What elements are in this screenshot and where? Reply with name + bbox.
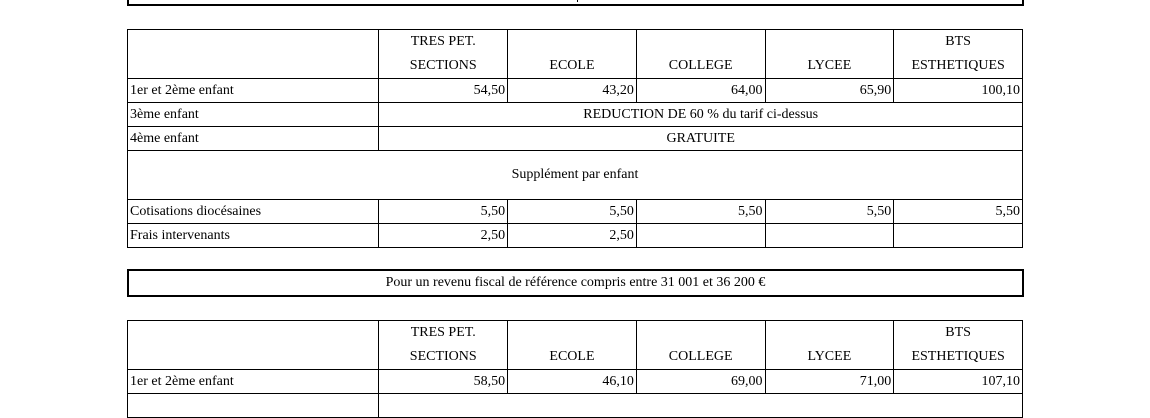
header-bts-esthetiques — [894, 321, 1023, 370]
row-label: Frais intervenants — [128, 224, 379, 248]
header-tres-pet-sections — [379, 321, 508, 370]
tarif-cell: 58,50 — [379, 370, 508, 394]
tarif-cell: 5,50 — [379, 200, 508, 224]
tarif-cell: 64,00 — [636, 79, 765, 103]
header-empty-cell — [128, 30, 379, 79]
header-tres-pet-sections — [379, 30, 508, 79]
header-line: LYCEE — [807, 349, 852, 364]
row-label: Cotisations diocésaines — [128, 200, 379, 224]
table-row — [128, 394, 1023, 418]
row-label — [128, 394, 379, 418]
header-line: BTS — [945, 325, 971, 340]
header-ecole — [508, 321, 637, 370]
header-row — [128, 321, 1023, 370]
header-line: SECTIONS — [409, 58, 477, 73]
header-line: LYCEE — [807, 58, 852, 73]
table-row — [128, 224, 1023, 248]
supplement-row — [128, 151, 1023, 200]
tarif-cell: 5,50 — [636, 200, 765, 224]
tarif-cell: 46,10 — [508, 370, 637, 394]
header-line: SECTIONS — [409, 349, 477, 364]
row-label: 3ème enfant — [128, 103, 379, 127]
tarif-cell: 5,50 — [765, 200, 894, 224]
table-row — [128, 79, 1023, 103]
table-row — [128, 370, 1023, 394]
tarif-cell — [894, 224, 1023, 248]
tarif-cell: 71,00 — [765, 370, 894, 394]
tarif-table-2 — [127, 320, 1023, 418]
header-empty-cell — [128, 321, 379, 370]
revenue-bracket-banner: Pour un revenu fiscal de référence compris entre 31 001 et 36 200 € — [127, 269, 1024, 297]
previous-banner-text-fragment — [577, 0, 578, 2]
header-line: ECOLE — [549, 58, 595, 73]
tarif-cell: 107,10 — [894, 370, 1023, 394]
header-line: ESTHETIQUES — [911, 58, 1005, 73]
row-label: 4ème enfant — [128, 127, 379, 151]
tarif-cell — [765, 224, 894, 248]
header-line: ESTHETIQUES — [911, 349, 1005, 364]
header-line: BTS — [945, 34, 971, 49]
header-row — [128, 30, 1023, 79]
header-line: TRES PET. — [410, 34, 476, 49]
tarif-cell: 2,50 — [379, 224, 508, 248]
tarif-cell: 69,00 — [636, 370, 765, 394]
header-line: ECOLE — [549, 349, 595, 364]
table-row — [128, 127, 1023, 151]
tarif-cell: 65,90 — [765, 79, 894, 103]
gratuite-cell: GRATUITE — [379, 127, 1023, 151]
tarif-cell: 54,50 — [379, 79, 508, 103]
header-ecole — [508, 30, 637, 79]
header-bts-esthetiques — [894, 30, 1023, 79]
header-line: COLLEGE — [668, 58, 733, 73]
reduction-cell: REDUCTION DE 60 % du tarif ci-dessus — [379, 103, 1023, 127]
row-label: 1er et 2ème enfant — [128, 79, 379, 103]
previous-banner-frame — [127, 0, 1024, 6]
supplement-title: Supplément par enfant — [128, 151, 1023, 200]
tarif-cell: 5,50 — [894, 200, 1023, 224]
partial-cell — [379, 394, 1023, 418]
tarif-cell: 43,20 — [508, 79, 637, 103]
header-lycee — [765, 321, 894, 370]
tarif-cell: 100,10 — [894, 79, 1023, 103]
header-line: COLLEGE — [668, 349, 733, 364]
table-row — [128, 200, 1023, 224]
table-row — [128, 103, 1023, 127]
header-line: TRES PET. — [410, 325, 476, 340]
header-college — [636, 321, 765, 370]
row-label: 1er et 2ème enfant — [128, 370, 379, 394]
header-college — [636, 30, 765, 79]
tarif-table-1 — [127, 29, 1023, 248]
tarif-cell: 2,50 — [508, 224, 637, 248]
header-lycee — [765, 30, 894, 79]
tarif-cell — [636, 224, 765, 248]
tarif-cell: 5,50 — [508, 200, 637, 224]
